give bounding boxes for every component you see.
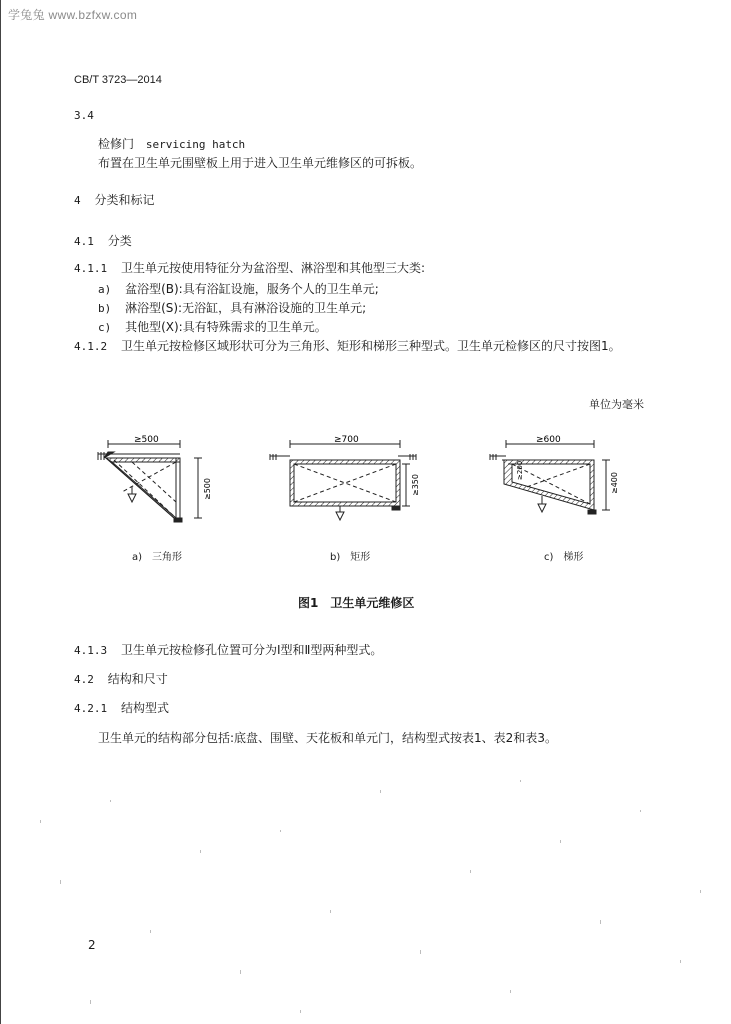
clause-4-1-1 [74, 259, 425, 276]
section-4-2-title: 结构和尺寸 [107, 672, 168, 686]
clause-4-1-1-text: 卫生单元按使用特征分为盆浴型、淋浴型和其他型三大类: [120, 261, 425, 275]
section-4-1-number: 4.1 [74, 235, 94, 248]
section-4-heading [74, 191, 154, 208]
trapezoid-width-label: ≥600 [536, 435, 561, 445]
diagram-trapezoid [484, 432, 624, 524]
clause-4-1-3-number: 4.1.3 [74, 644, 108, 657]
figure-subcaption-b: b) 矩形 [330, 552, 371, 563]
list-item-c-label: c) [98, 321, 112, 334]
figure-subcaption-c: c) 梯形 [544, 552, 584, 563]
diagram-triangle [92, 432, 222, 524]
section-4-1-title: 分类 [107, 234, 132, 248]
page-number: 2 [88, 938, 96, 952]
list-item-c-text: 其他型(X):具有特殊需求的卫生单元。 [125, 320, 327, 334]
section-3-4-definition: 布置在卫生单元围壁板上用于进入卫生单元维修区的可拆板。 [98, 156, 423, 170]
section-3-4-number: 3.4 [74, 109, 94, 122]
clause-4-1-2 [74, 337, 621, 354]
list-item-b-label: b) [98, 302, 112, 315]
clause-4-1-3 [74, 641, 382, 658]
section-4-1-heading [74, 232, 132, 249]
triangle-width-label: ≥500 [134, 435, 159, 445]
watermark: 学兔兔 www.bzfxw.com [8, 8, 138, 22]
clause-4-1-2-number: 4.1.2 [74, 340, 108, 353]
list-item-c [98, 318, 327, 335]
trapezoid-inner-label: ≥200 [516, 460, 524, 480]
triangle-height-label: ≥500 [203, 478, 212, 500]
section-4-2-heading [74, 670, 168, 687]
term-zh: 检修门 [98, 137, 135, 151]
trapezoid-height-label: ≥400 [610, 472, 619, 494]
clause-4-2-1-heading [74, 699, 169, 716]
diagram-rectangle [264, 432, 424, 524]
clause-4-1-1-number: 4.1.1 [74, 262, 108, 275]
list-item-b-text: 淋浴型(S):无浴缸，具有淋浴设施的卫生单元; [125, 301, 367, 315]
rectangle-width-label: ≥700 [334, 435, 359, 445]
figure-caption: 图1 卫生单元维修区 [298, 596, 415, 610]
scan-noise [0, 760, 731, 1024]
clause-4-2-1-text: 卫生单元的结构部分包括:底盘、围壁、天花板和单元门，结构型式按表1、表2和表3。 [98, 731, 557, 745]
clause-4-2-1-title: 结构型式 [120, 701, 169, 715]
standard-code: CB/T 3723—2014 [74, 74, 162, 86]
clause-4-2-1-number: 4.2.1 [74, 702, 108, 715]
list-item-b [98, 299, 366, 316]
section-4-2-number: 4.2 [74, 673, 94, 686]
unit-note: 单位为毫米 [589, 398, 644, 411]
term-en: servicing hatch [145, 138, 246, 151]
page-edge [0, 0, 1, 1024]
clause-4-1-2-text: 卫生单元按检修区域形状可分为三角形、矩形和梯形三种型式。卫生单元检修区的尺寸按图1。 [120, 339, 621, 353]
list-item-a [98, 280, 379, 297]
figure-subcaption-a: a) 三角形 [132, 552, 183, 563]
section-4-number: 4 [74, 194, 81, 207]
section-4-title: 分类和标记 [94, 193, 155, 207]
list-item-a-text: 盆浴型(B):具有浴缸设施，服务个人的卫生单元; [125, 282, 379, 296]
section-3-4-term [98, 135, 245, 152]
list-item-a-label: a) [98, 283, 112, 296]
rectangle-height-label: ≥350 [411, 474, 420, 496]
clause-4-1-3-text: 卫生单元按检修孔位置可分为Ⅰ型和Ⅱ型两种型式。 [120, 643, 383, 657]
